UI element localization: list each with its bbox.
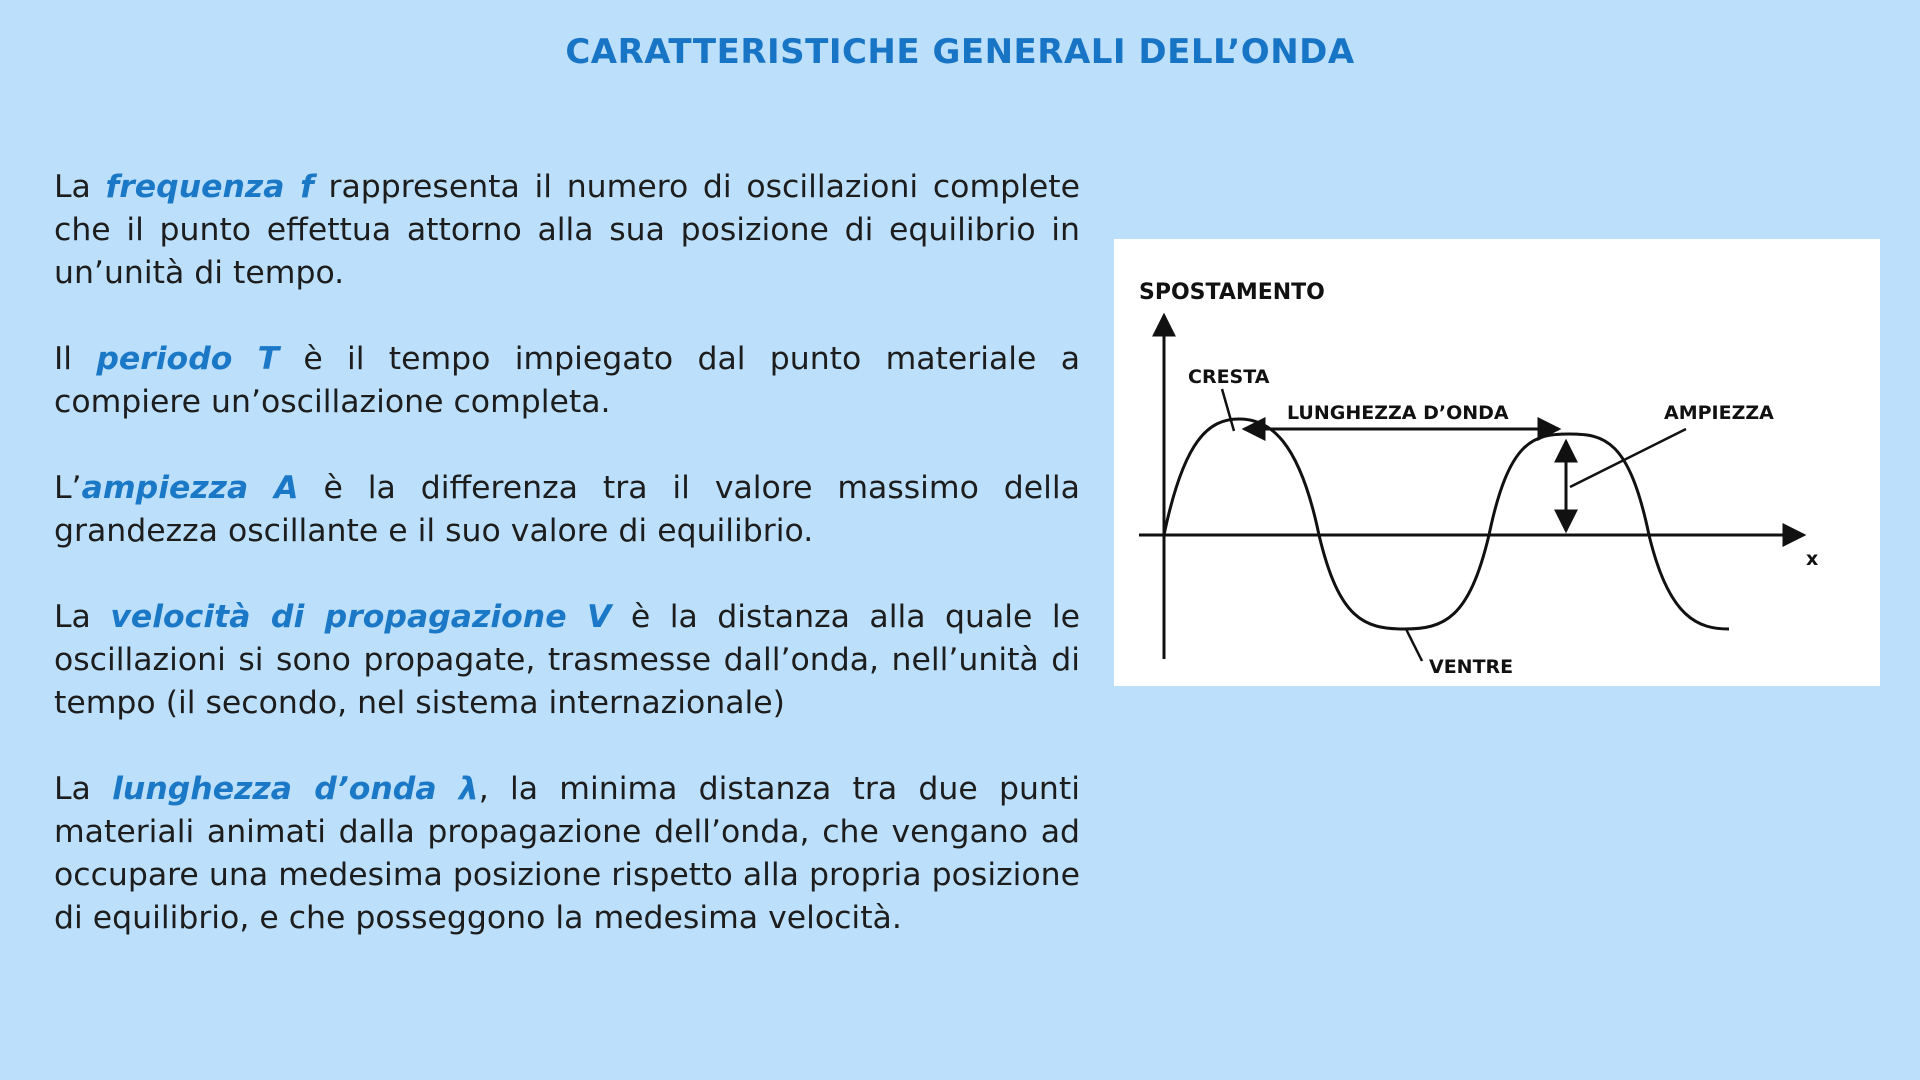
y-axis-label: SPOSTAMENTO	[1139, 280, 1325, 305]
definition-body: è la distanza alla quale le oscillazioni si sono propagate, trasmesse dall’onda, nell’unità di tempo (il secondo, nel sistema internazionale)	[54, 599, 1080, 721]
page-title: CARATTERISTICHE GENERALI DELL’ONDA	[565, 32, 1355, 72]
definition-period	[54, 338, 1080, 424]
definition-amplitude	[54, 467, 1080, 553]
crest-label: CRESTA	[1188, 366, 1270, 388]
trough-leader	[1406, 629, 1422, 661]
definition-wavelength	[54, 768, 1080, 940]
definition-frequency	[54, 166, 1080, 295]
term-frequency: frequenza f	[105, 169, 314, 205]
definition-prefix: La	[54, 169, 106, 205]
definition-body: è la differenza tra il valore massimo della grandezza oscillante e il suo valore di equilibrio.	[54, 470, 1080, 549]
definitions-column	[54, 166, 1080, 983]
trough-label: VENTRE	[1429, 656, 1514, 678]
definition-prefix: Il	[54, 341, 97, 377]
crest-leader	[1222, 389, 1234, 431]
definition-velocity	[54, 596, 1080, 725]
term-period: periodo T	[96, 341, 280, 377]
definition-body: rappresenta il numero di oscillazioni complete che il punto effettua attorno alla sua posizione di equilibrio in un’unità di tempo.	[54, 169, 1080, 291]
term-wavelength: lunghezza d’onda λ	[112, 771, 479, 807]
definition-body: è il tempo impiegato dal punto materiale a compiere un’oscillazione completa.	[54, 341, 1080, 420]
x-axis-label: x	[1806, 548, 1819, 570]
wave-diagram	[1114, 239, 1880, 686]
definition-prefix: La	[54, 599, 111, 635]
term-amplitude: ampiezza A	[81, 470, 299, 506]
definition-prefix: La	[54, 771, 113, 807]
amplitude-label: AMPIEZZA	[1664, 402, 1774, 424]
definition-body: , la minima distanza tra due punti materiali animati dalla propagazione dell’onda, che vengano ad occupare una medesima posizione rispetto alla propria posizione di equilibrio, e che posseggono la medesima velocità.	[54, 771, 1080, 936]
definition-prefix: L’	[54, 470, 82, 506]
wavelength-label: LUNGHEZZA D’ONDA	[1287, 402, 1509, 424]
amplitude-leader	[1570, 429, 1686, 487]
term-velocity: velocità di propagazione V	[110, 599, 612, 635]
wave-diagram-svg	[1114, 239, 1880, 686]
